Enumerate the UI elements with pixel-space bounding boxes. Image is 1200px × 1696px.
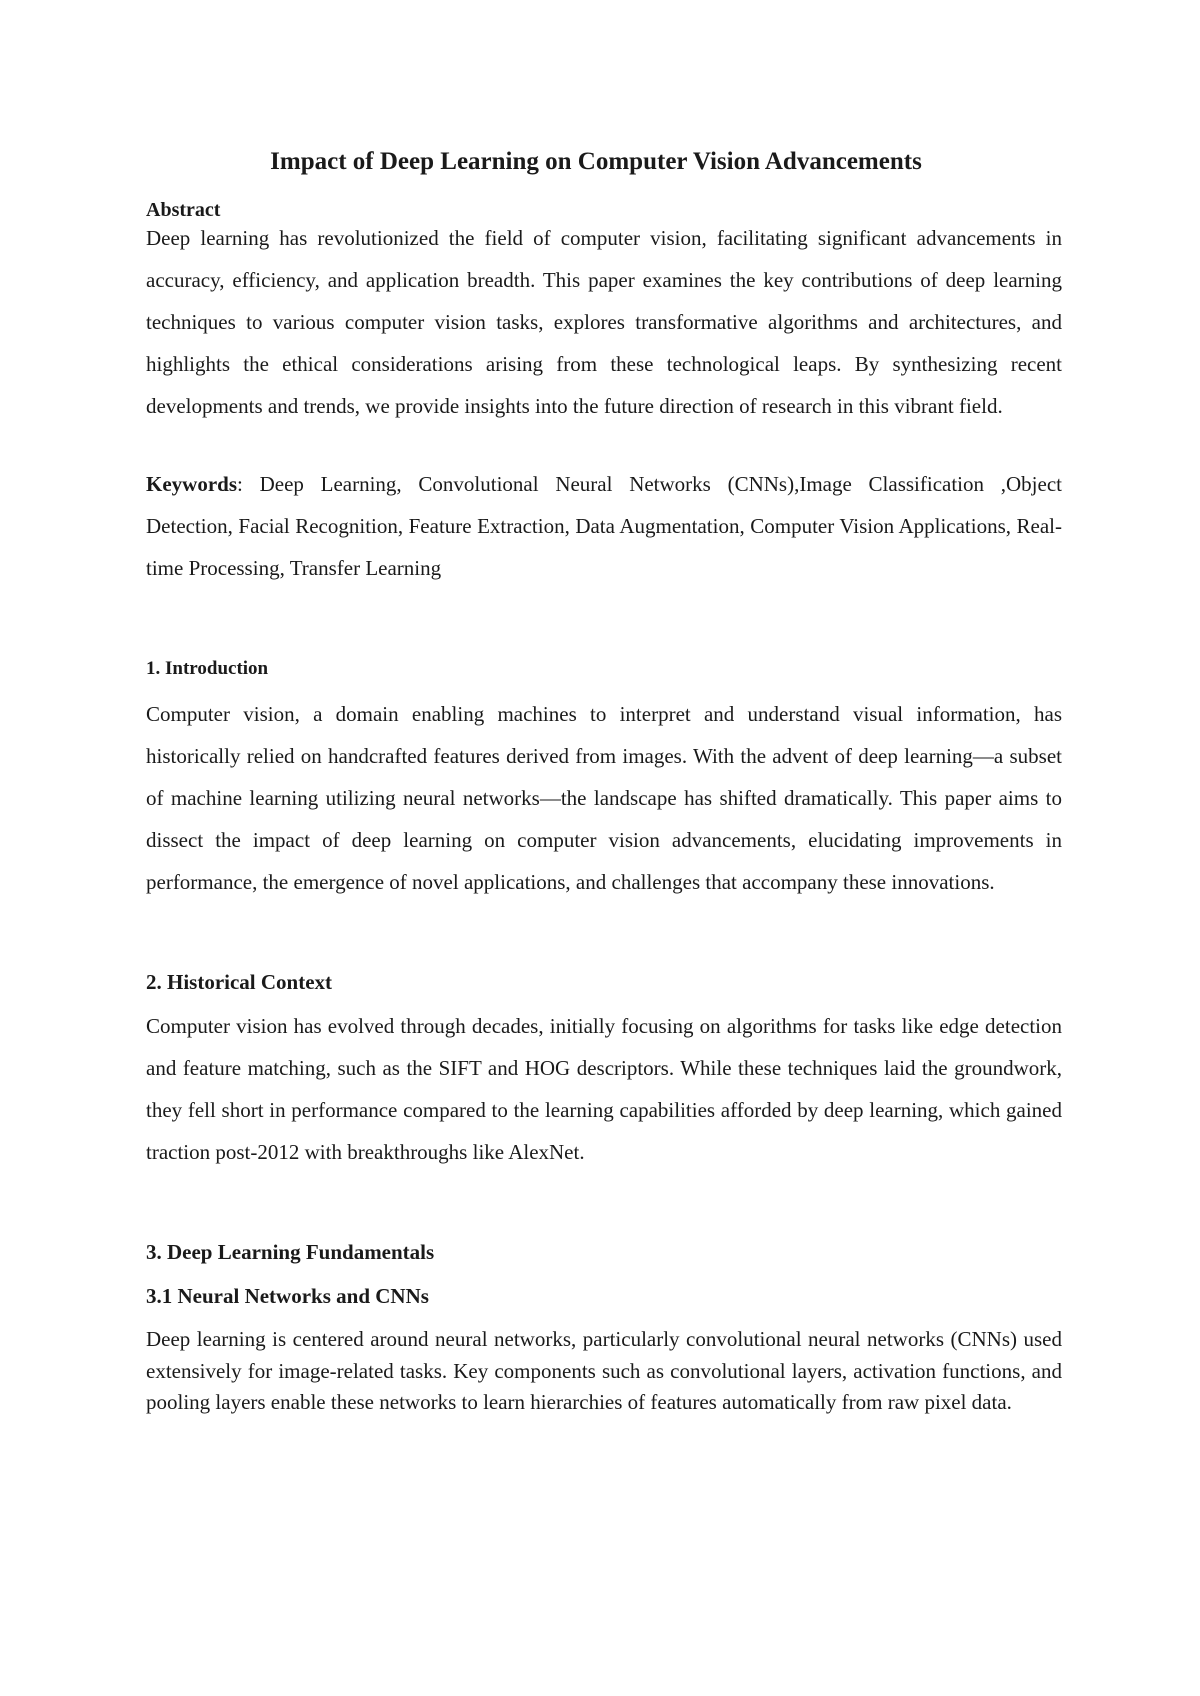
neural-networks-text: Deep learning is centered around neural networks, particularly convolutional neural networks (CNNs) used extensively for image-related tasks. Key components such as convolutional layers, activation functions, and pooling layers enable these networks to learn hierarchies of features automatically from raw pixel data.: [146, 1327, 1062, 1414]
keywords-paragraph: [146, 463, 1062, 589]
paper-title: Impact of Deep Learning on Computer Vision Advancements: [270, 148, 922, 175]
abstract-text: Deep learning has revolutionized the field of computer vision, facilitating significant advancements in accuracy, efficiency, and application breadth. This paper examines the key contributions of deep learning techniques to various computer vision tasks, explores transformative algorithms and architectures, and highlights the ethical considerations arising from these technological leaps. By synthesizing recent developments and trends, we provide insights into the future direction of research in this vibrant field.: [146, 226, 1062, 418]
introduction-text: Computer vision, a domain enabling machines to interpret and understand visual information, has historically relied on handcrafted features derived from images. With the advent of deep learning—a subset of machine learning utilizing neural networks—the landscape has shifted dramatically. This paper aims to dissect the impact of deep learning on computer vision advancements, elucidating improvements in performance, the emergence of novel applications, and challenges that accompany these innovations.: [146, 702, 1062, 894]
fundamentals-heading: 3. Deep Learning Fundamentals: [146, 1240, 435, 1264]
abstract-heading: Abstract: [146, 199, 221, 221]
keywords-label: Keywords: [146, 472, 237, 496]
keywords-separator: :: [237, 472, 260, 496]
historical-context-text: Computer vision has evolved through decades, initially focusing on algorithms for tasks like edge detection and feature matching, such as the SIFT and HOG descriptors. While these techniques laid the groundwork, they fell short in performance compared to the learning capabilities afforded by deep learning, which gained traction post-2012 with breakthroughs like AlexNet.: [146, 1014, 1062, 1164]
introduction-heading: 1. Introduction: [146, 658, 269, 679]
historical-context-heading: 2. Historical Context: [146, 970, 333, 994]
neural-networks-subheading: 3.1 Neural Networks and CNNs: [146, 1284, 429, 1308]
keywords-text: Deep Learning, Convolutional Neural Networks (CNNs),Image Classification ,Object Detection, Facial Recognition, Feature Extraction, Data Augmentation, Computer Vision Applications, Real-time Processing, Transfer Learning: [146, 472, 1062, 580]
